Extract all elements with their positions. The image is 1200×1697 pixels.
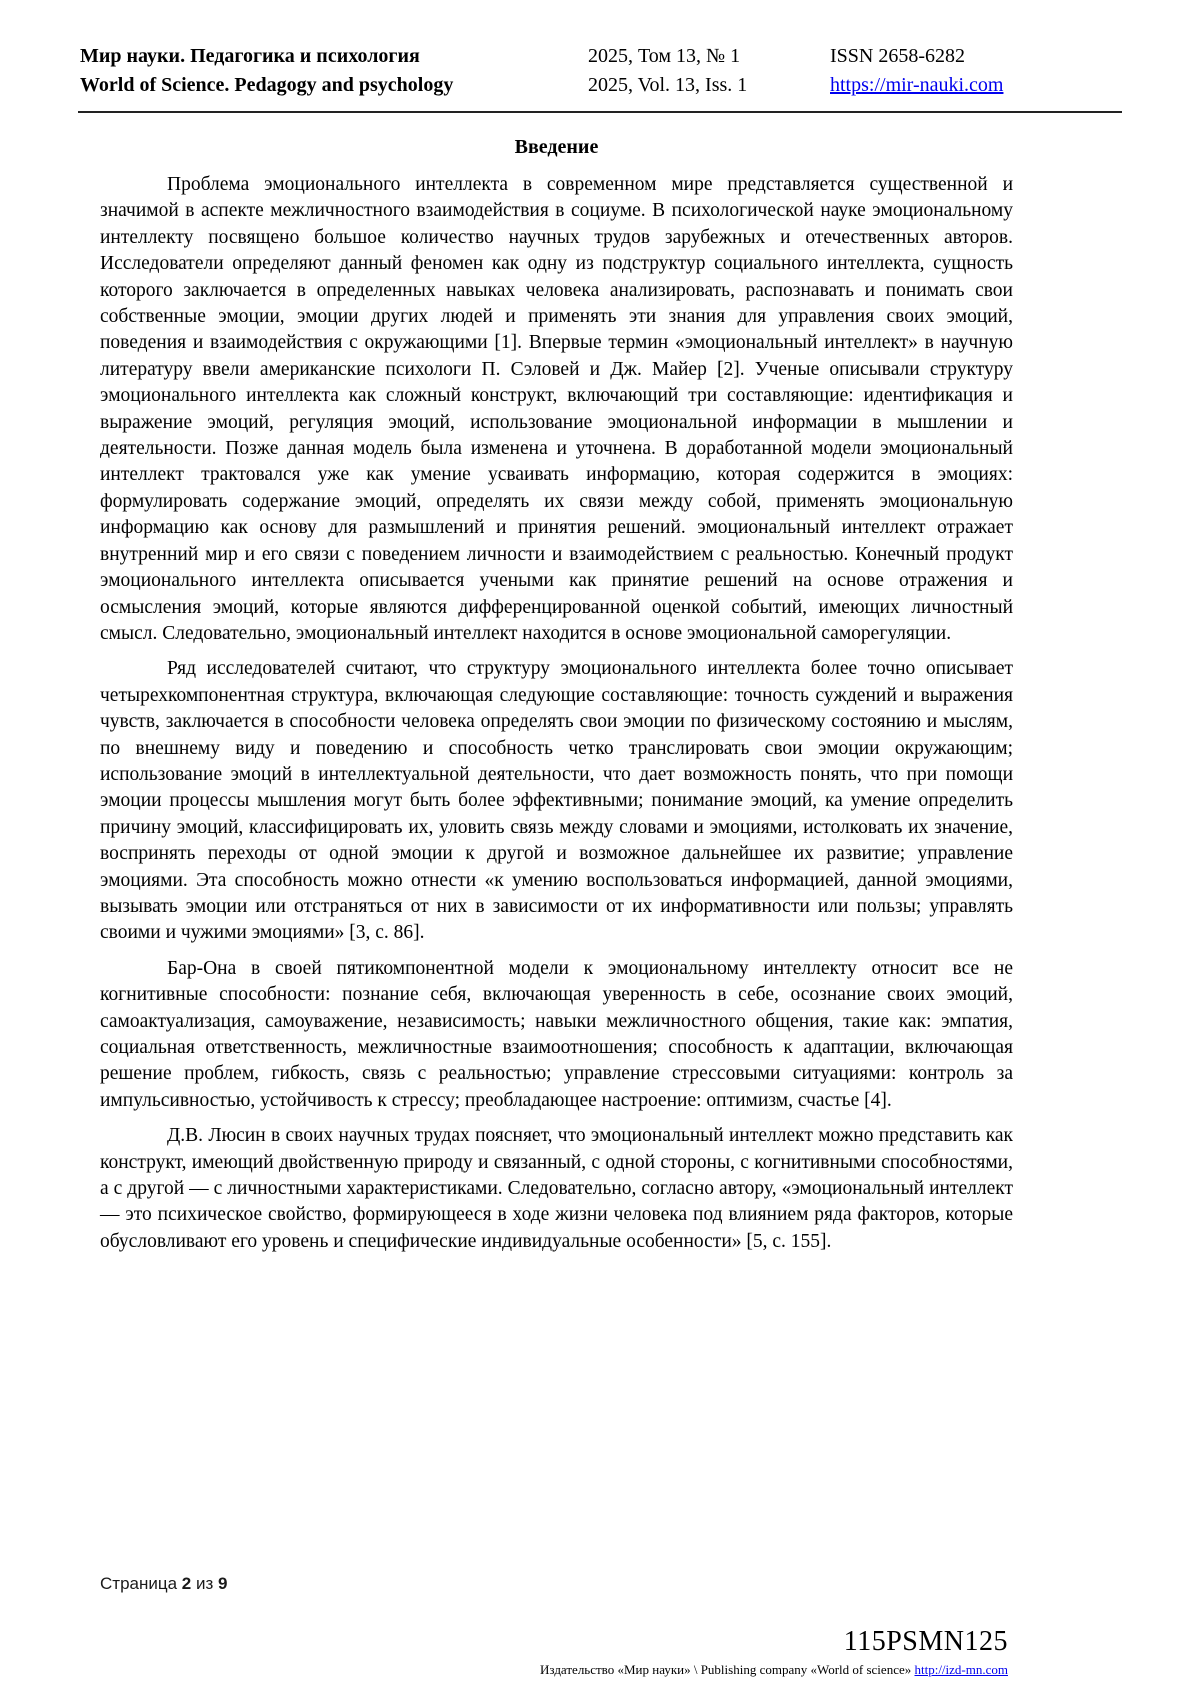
issn-block bbox=[830, 42, 1124, 100]
header-divider bbox=[78, 111, 1122, 113]
page-label: Страница bbox=[100, 1574, 178, 1593]
page-total: 9 bbox=[218, 1574, 228, 1593]
article-content bbox=[100, 136, 1013, 1264]
body-paragraph: Ряд исследователей считают, что структуру эмоционального интеллекта более точно описывает четырехкомпонентная структура, включающая следующие составляющие: точность суждений и выражения чувств, заключается в способности человека определять свои эмоции по физическому состоянию и мыслям, по внешнему виду и поведению и способность четко транслировать свои эмоции окружающим; использование эмоций в интеллектуальной деятельности, что дает возможность понять, что при помощи эмоции процессы мышления могут быть более эффективными; понимание эмоций, ка умение определить причину эмоций, классифицировать их, уловить связь между словами и эмоциями, истолковать их значение, воспринять переходы от одной эмоции к другой и возможное дальнейшее их развитие; управление эмоциями. Эта способность можно отнести «к умению воспользоваться информацией, данной эмоциями, вызывать эмоции или отстраняться от них в зависимости от их информативности или пользы; управлять своими и чужими эмоциями» [3, с. 86]. bbox=[100, 658, 1013, 944]
article-id: 115PSMN125 bbox=[843, 1626, 1008, 1657]
publisher-line bbox=[540, 1662, 1008, 1678]
issue-info-block bbox=[588, 42, 830, 100]
section-title: Введение bbox=[514, 136, 599, 158]
issue-info-en: 2025, Vol. 13, Iss. 1 bbox=[588, 74, 748, 96]
issue-info-ru: 2025, Том 13, № 1 bbox=[588, 45, 741, 67]
journal-title-block bbox=[80, 42, 588, 100]
page-current: 2 bbox=[181, 1574, 192, 1593]
page-of-label: из bbox=[196, 1574, 214, 1593]
page-number-indicator bbox=[100, 1574, 228, 1594]
body-paragraph: Проблема эмоционального интеллекта в современном мире представляется существенной и значимой в аспекте межличностного взаимодействия в социуме. В психологической науке эмоциональному интеллекту посвящено большое количество научных трудов зарубежных и отечественных авторов. Исследователи определяют данный феномен как одну из подструктур социального интеллекта, сущность которого заключается в определенных навыках человека анализировать, распознавать и понимать свои собственные эмоции, эмоции других людей и применять эти знания для управления своих эмоций, поведения и взаимодействия с окружающими [1]. Впервые термин «эмоциональный интеллект» в научную литературу ввели американские психологи П. Сэловей и Дж. Майер [2]. Ученые описывали структуру эмоционального интеллекта как сложный конструкт, включающий три составляющие: идентификация и выражение эмоций, регуляция эмоций, использование эмоциональной информации в мышлении и деятельности. Позже данная модель была изменена и уточнена. В доработанной модели эмоциональный интеллект трактовался уже как умение усваивать информацию, которая содержится в эмоциях: формулировать содержание эмоций, определять их связи между собой, применять эмоциональную информацию как основу для размышлений и принятия решений. эмоциональный интеллект отражает внутренний мир и его связи с поведением личности и взаимодействием с реальностью. Конечный продукт эмоционального интеллекта описывается учеными как принятие решений на основе отражения и осмысления эмоций, которые являются дифференцированной оценкой событий, имеющих личностный смысл. Следовательно, эмоциональный интеллект находится в основе эмоциональной саморегуляции. bbox=[100, 174, 1013, 644]
body-paragraph: Д.В. Люсин в своих научных трудах поясняет, что эмоциональный интеллект можно представить как конструкт, имеющий двойственную природу и связанный, с одной стороны, с когнитивными способностями, а с другой — с личностными характеристиками. Следовательно, согласно автору, «эмоциональный интеллект — это психическое свойство, формирующееся в ходе жизни человека под влиянием ряда факторов, которые обусловливают его уровень и специфические индивидуальные особенности» [5, с. 155]. bbox=[100, 1125, 1013, 1252]
journal-title-ru: Мир науки. Педагогика и психология bbox=[80, 45, 420, 67]
journal-site-link[interactable]: https://mir-nauki.com bbox=[830, 74, 1004, 96]
body-paragraph: Бар-Она в своей пятикомпонентной модели к эмоциональному интеллекту относит все не когнитивные способности: познание себя, включающая уверенность в себе, осознание своих эмоций, самоактуализация, самоуважение, независимость; навыки межличностного общения, такие как: эмпатия, социальная ответственность, межличностные взаимоотношения; способность к адаптации, включающая решение проблем, гибкость, связь с реальностью; управление стрессовыми ситуациями: контроль за импульсивностью, устойчивость к стрессу; преобладающее настроение: оптимизм, счастье [4]. bbox=[100, 957, 1013, 1111]
publisher-text: Издательство «Мир науки» \ Publishing company «World of science» bbox=[540, 1662, 912, 1677]
journal-title-en: World of Science. Pedagogy and psychology bbox=[80, 74, 454, 96]
issn-number: ISSN 2658-6282 bbox=[830, 45, 966, 67]
publisher-site-link[interactable]: http://izd-mn.com bbox=[914, 1662, 1008, 1677]
page-header bbox=[80, 42, 1124, 100]
